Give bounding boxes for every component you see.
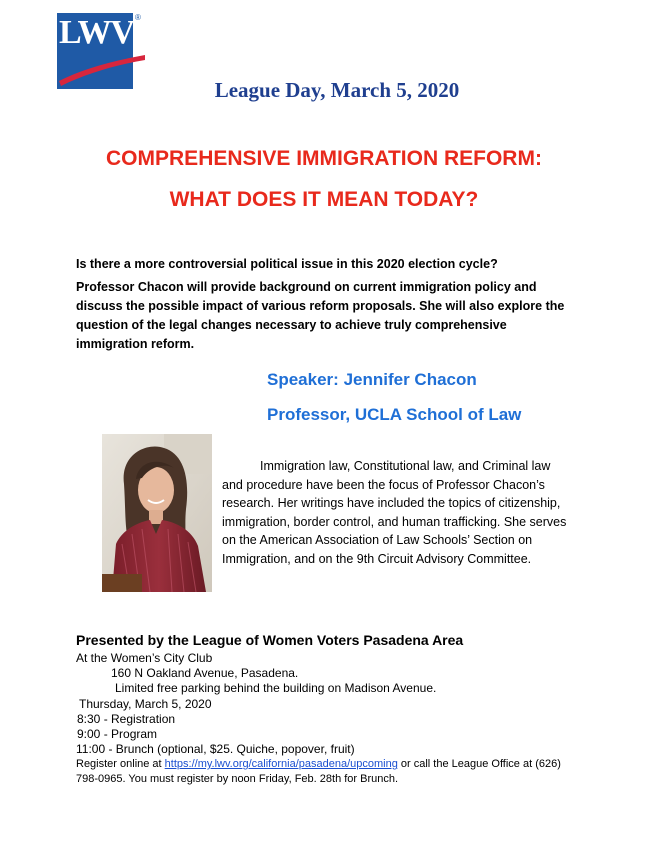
address: 160 N Oakland Avenue, Pasadena. (111, 666, 299, 680)
speaker-label: Speaker (267, 370, 334, 389)
speaker-photo (102, 434, 212, 592)
league-day-date: League Day, March 5, 2020 (214, 78, 460, 102)
intro-question: Is there a more controversial political issue in this 2020 election cycle? (76, 257, 498, 271)
register-prefix: Register online at (76, 758, 165, 770)
register-suffix: or call the League Office at (626) 798-0965. You must register by noon Friday, Feb. 28th for Brunch. (76, 758, 561, 785)
brunch-info: 11:00 - Brunch (optional, $25. Quiche, popover, fruit) (76, 742, 355, 756)
register-link[interactable]: https://my.lwv.org/california/pasadena/upcoming (164, 758, 398, 770)
program-time: 9:00 - Program (77, 727, 158, 741)
venue: At the Women’s City Club (76, 651, 213, 665)
intro-body: Professor Chacon will provide background on current immigration policy and discuss the possible impact of various reform proposals. She will also explore the question of the legal changes necessary to achieve truly comprehensive immigration reform. (76, 280, 565, 351)
speaker-name: Jennifer Chacon (343, 370, 477, 389)
register-info (76, 757, 576, 787)
parking-note: Limited free parking behind the building on Madison Avenue. (115, 681, 437, 695)
registered-mark: ® (135, 13, 141, 22)
headline-line-2: WHAT DOES IT MEAN TODAY? (169, 188, 479, 211)
registration-time: 8:30 - Registration (77, 712, 176, 726)
event-date: Thursday, March 5, 2020 (79, 697, 212, 711)
speaker-colon: : (333, 370, 339, 389)
speaker-line (267, 370, 477, 390)
speaker-bio (222, 457, 572, 568)
headline-line-1: COMPREHENSIVE IMMIGRATION REFORM: (106, 147, 542, 170)
speaker-title: Professor, UCLA School of Law (267, 405, 522, 424)
logo-text: LWV (59, 14, 135, 51)
speaker-photo-image (102, 434, 212, 592)
presented-by: Presented by the League of Women Voters Pasadena Area (76, 632, 464, 648)
bio-text: Immigration law, Constitutional law, and Criminal law and procedure have been the focus of Professor Chacon’s research. Her writings have included the topics of citizenship, immigration, border control, and human trafficking. She serves on the American Association of Law Schools’ Section on Immigration, and on the 9th Circuit Advisory Committee. (222, 459, 567, 566)
